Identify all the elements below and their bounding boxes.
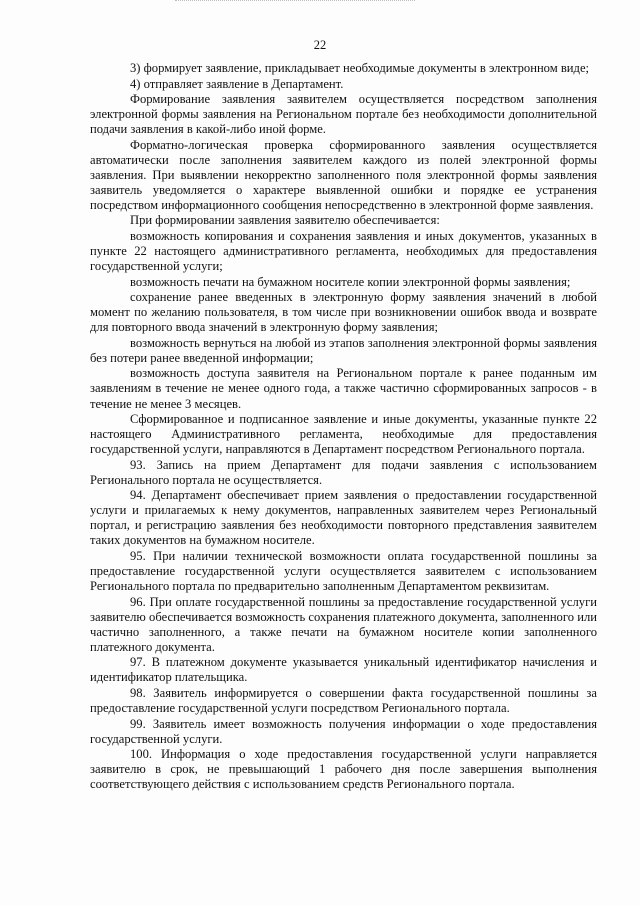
paragraph: 4) отправляет заявление в Департамент. (130, 76, 344, 91)
paragraph-item-95: 95. При наличии технической возможности оплата государственной пошлины за предоставление государственной услуги осуществляется заявителем с использованием Регионального портала по предварительно заполненным Департаментом реквизитам. (90, 549, 597, 594)
paragraph: При формировании заявления заявителю обеспечивается: (130, 213, 440, 228)
paragraph-item-97: 97. В платежном документе указывается уникальный идентификатор начисления и идентификатор плательщика. (90, 655, 597, 685)
paragraph-item-93: 93. Запись на прием Департамент для подачи заявления с использованием Регионального портала не осуществляется. (90, 457, 597, 487)
paragraph-item-99: 99. Заявитель имеет возможность получения информации о ходе предоставления государственной услуги. (90, 716, 597, 746)
paragraph-item-100: 100. Информация о ходе предоставления государственной услуги направляется заявителю в срок, не превышающий 1 рабочего дня после завершения выполнения соответствующего действия с использованием средств Регионального портала. (90, 747, 597, 792)
paragraph: Сформированное и подписанное заявление и иные документы, указанные пункте 22 настоящего Административного регламента, необходимые для предоставления государственной услуги, направляются в Департамент посредством Регионального портала. (90, 412, 597, 457)
paragraph: возможность вернуться на любой из этапов заполнения электронной формы заявления без потери ранее введенной информации; (90, 335, 597, 365)
paragraph: сохранение ранее введенных в электронную форму заявления значений в любой момент по желанию пользователя, в том числе при возникновении ошибок ввода и возврате для повторного ввода значений в электронную форму заявления; (90, 290, 597, 335)
document-body (90, 61, 597, 793)
scan-edge-marks (175, 0, 415, 3)
paragraph: Форматно-логическая проверка сформированного заявления осуществляется автоматически после заполнения заявителем каждого из полей электронной формы заявления. При выявлении некорректно заполненного поля электронной формы заявления заявитель уведомляется о характере выявленной ошибки и порядке ее устранения посредством информационного сообщения непосредственно в электронной форме заявления. (90, 137, 597, 212)
paragraph-item-98: 98. Заявитель информируется о совершении факта государственной пошлины за предоставление государственной услуги посредством Регионального портала. (90, 685, 597, 715)
page-number: 22 (313, 38, 327, 52)
paragraph: Формирование заявления заявителем осуществляется посредством заполнения электронной формы заявления на Региональном портале без необходимости дополнительной подачи заявления в какой-либо иной форме. (90, 92, 597, 137)
paragraph: возможность копирования и сохранения заявления и иных документов, указанных в пункте 22 настоящего административного регламента, необходимых для предоставления государственной услуги; (90, 229, 597, 274)
paragraph: возможность печати на бумажном носителе копии электронной формы заявления; (130, 274, 571, 289)
paragraph: возможность доступа заявителя на Региональном портале к ранее поданным им заявлениям в течение не менее одного года, а также частично сформированных запросов - в течение не менее 3 месяцев. (90, 366, 597, 411)
paragraph-item-94: 94. Департамент обеспечивает прием заявления о предоставлении государственной услуги и прилагаемых к нему документов, направленных заявителем через Региональный портал, и регистрацию заявления без необходимости повторного представления заявителем таких документов на бумажном носителе. (90, 488, 597, 548)
paragraph: 3) формирует заявление, прикладывает необходимые документы в электронном виде; (130, 61, 590, 75)
paragraph-item-96: 96. При оплате государственной пошлины за предоставление государственной услуги заявителю обеспечивается возможность сохранения платежного документа, заполненного или частично заполненного, а также печати на бумажном носителе копии заполненного платежного документа. (90, 594, 597, 654)
